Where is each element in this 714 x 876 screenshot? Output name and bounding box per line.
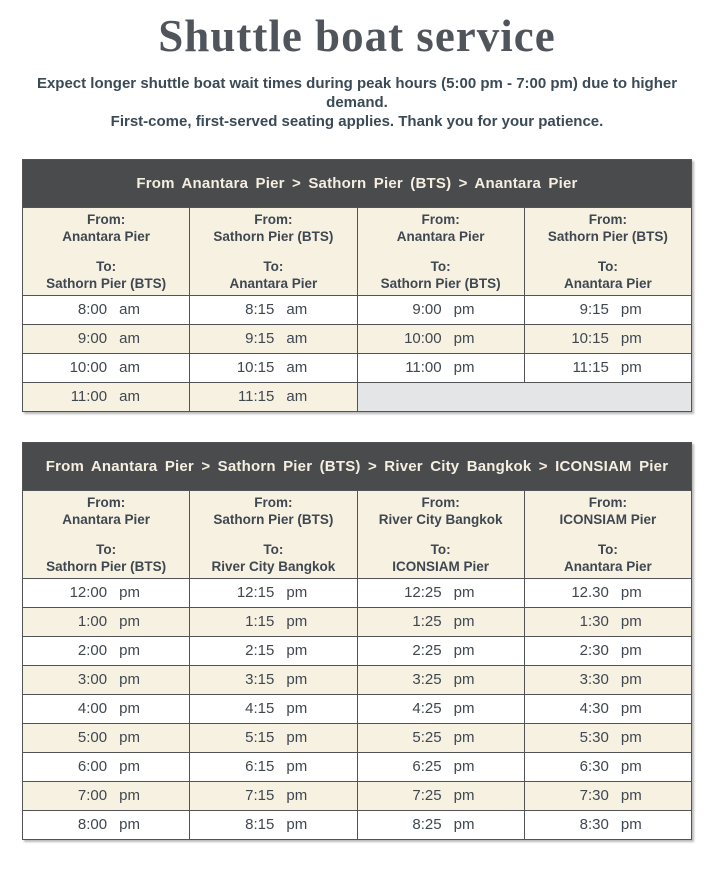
time-cell [190,781,357,810]
to-place: Sathorn Pier (BTS) [46,275,167,291]
time-value: 9:00 [77,330,108,347]
time-cell [190,382,357,411]
time-cell [524,578,691,607]
time-cell [190,607,357,636]
meridiem: pm [119,787,140,804]
meridiem: pm [119,729,140,746]
time-cell [357,295,524,324]
to-place: River City Bangkok [211,558,336,574]
from-label: From: [254,211,293,227]
route-header-row [23,442,692,490]
time-cell [23,324,190,353]
to-label: To: [263,541,284,557]
time-cell [23,723,190,752]
table-row [23,295,692,324]
meridiem: pm [620,816,642,833]
from-place: Sathorn Pier (BTS) [213,511,334,527]
time-value: 9:00 [412,301,442,318]
meridiem: pm [453,613,475,630]
time-value: 12.30 [571,584,609,601]
column-header-row [23,207,692,295]
empty-cell [357,382,692,411]
from-label: From: [87,494,126,510]
time-value: 11:00 [405,359,442,376]
meridiem: pm [620,787,642,804]
time-value: 2:15 [245,642,275,659]
time-cell [190,694,357,723]
time-value: 6:30 [579,758,609,775]
column-header [524,207,691,295]
time-value: 6:25 [412,758,442,775]
time-cell [524,295,691,324]
time-cell [190,752,357,781]
time-cell [23,382,190,411]
time-cell [357,636,524,665]
time-value: 12:00 [69,584,108,601]
route-header-row [23,159,692,207]
meridiem: pm [119,584,140,601]
from-place: River City Bangkok [378,511,503,527]
from-place: Sathorn Pier (BTS) [213,228,334,244]
to-place: Anantara Pier [563,275,652,291]
meridiem: pm [453,816,475,833]
time-value: 2:30 [579,642,609,659]
time-cell [190,353,357,382]
from-place: Anantara Pier [396,228,485,244]
route-header: From Anantara Pier > Sathorn Pier (BTS) > River City Bangkok > ICONSIAM Pier [23,442,692,490]
time-value: 3:30 [579,671,609,688]
meridiem: pm [286,700,308,717]
time-cell [190,295,357,324]
time-cell [524,665,691,694]
to-label: To: [430,541,451,557]
to-place: Anantara Pier [229,275,318,291]
time-value: 8:00 [77,301,108,318]
time-cell [23,295,190,324]
timetable [22,442,692,840]
time-value: 12:15 [236,584,275,601]
time-value: 5:25 [412,729,442,746]
table-row [23,324,692,353]
time-value: 9:15 [579,301,609,318]
page-title: Shuttle boat service [158,11,556,61]
time-cell [357,694,524,723]
time-cell [357,781,524,810]
to-label: To: [96,258,117,274]
meridiem: am [119,359,140,376]
table-row [23,578,692,607]
time-cell [357,353,524,382]
to-label: To: [263,258,284,274]
meridiem: pm [119,671,140,688]
time-cell [23,810,190,839]
notice-line-2: First-come, first-served seating applies. Thank you for your patience. [110,112,604,130]
to-label: To: [430,258,451,274]
time-cell [357,723,524,752]
meridiem: pm [119,613,140,630]
time-value: 3:00 [77,671,108,688]
time-cell [524,694,691,723]
from-place: Sathorn Pier (BTS) [547,228,668,244]
meridiem: pm [453,700,475,717]
time-value: 3:25 [412,671,442,688]
time-value: 8:25 [412,816,442,833]
meridiem: pm [620,584,642,601]
time-cell [190,324,357,353]
meridiem: am [119,388,140,405]
time-value: 12:25 [404,584,442,601]
time-value: 5:00 [77,729,108,746]
to-place: Sathorn Pier (BTS) [380,275,501,291]
meridiem: pm [620,758,642,775]
to-label: To: [597,258,618,274]
from-label: From: [254,494,293,510]
meridiem: am [119,330,140,347]
from-place: Anantara Pier [62,228,151,244]
meridiem: pm [286,671,308,688]
time-cell [524,607,691,636]
time-value: 10:00 [404,330,442,347]
time-cell [23,694,190,723]
meridiem: am [286,359,308,376]
time-value: 8:00 [77,816,108,833]
meridiem: am [286,301,308,318]
column-header [357,490,524,578]
table-row [23,353,692,382]
time-cell [524,752,691,781]
to-place: ICONSIAM Pier [392,558,490,574]
meridiem: pm [119,816,140,833]
time-value: 9:15 [245,330,275,347]
meridiem: pm [453,330,475,347]
column-header [23,207,190,295]
notice-line-1: Expect longer shuttle boat wait times during peak hours (5:00 pm - 7:00 pm) due to higher demand. [36,74,678,111]
time-cell [357,810,524,839]
time-cell [23,578,190,607]
column-header [524,490,691,578]
meridiem: pm [453,642,475,659]
time-cell [524,636,691,665]
column-header [357,207,524,295]
timetable-section-sathorn-loop [22,159,692,412]
time-value: 1:15 [245,613,275,630]
meridiem: pm [453,729,475,746]
meridiem: pm [119,758,140,775]
meridiem: pm [620,613,642,630]
from-place: ICONSIAM Pier [559,511,657,527]
time-cell [190,723,357,752]
meridiem: pm [453,787,475,804]
from-label: From: [421,211,460,227]
meridiem: pm [453,301,475,318]
time-value: 1:00 [77,613,108,630]
table-row [23,607,692,636]
column-header [190,207,357,295]
time-cell [524,781,691,810]
meridiem: pm [620,330,642,347]
time-cell [524,810,691,839]
column-header [190,490,357,578]
time-value: 8:15 [245,816,275,833]
time-cell [23,353,190,382]
meridiem: pm [286,642,308,659]
route-header: From Anantara Pier > Sathorn Pier (BTS) > Anantara Pier [23,159,692,207]
table-row [23,636,692,665]
meridiem: pm [620,301,642,318]
from-label: From: [588,211,627,227]
meridiem: pm [620,642,642,659]
meridiem: pm [453,671,475,688]
timetable-section-iconsiam-loop [22,442,692,840]
time-value: 6:15 [245,758,275,775]
table-row [23,752,692,781]
meridiem: pm [453,758,475,775]
time-cell [524,723,691,752]
time-cell [190,665,357,694]
time-cell [524,324,691,353]
time-value: 10:15 [571,330,609,347]
table-row [23,810,692,839]
time-value: 5:15 [245,729,275,746]
time-value: 8:30 [579,816,609,833]
meridiem: pm [286,584,308,601]
time-value: 11:15 [237,388,275,405]
time-cell [357,607,524,636]
time-value: 10:15 [236,359,275,376]
meridiem: pm [119,642,140,659]
time-value: 7:00 [77,787,108,804]
time-cell [357,578,524,607]
to-label: To: [597,541,618,557]
meridiem: am [119,301,140,318]
table-row [23,665,692,694]
meridiem: am [286,330,308,347]
meridiem: pm [119,700,140,717]
meridiem: pm [286,758,308,775]
meridiem: pm [286,613,308,630]
time-cell [23,752,190,781]
time-cell [190,810,357,839]
meridiem: pm [620,700,642,717]
time-cell [524,353,691,382]
from-label: From: [588,494,627,510]
to-label: To: [96,541,117,557]
time-cell [23,607,190,636]
time-value: 7:30 [579,787,609,804]
column-header-row [23,490,692,578]
time-cell [357,752,524,781]
time-value: 11:15 [572,359,609,376]
meridiem: pm [620,729,642,746]
meridiem: pm [453,584,475,601]
table-row [23,694,692,723]
meridiem: pm [453,359,475,376]
peak-hours-notice [10,74,704,131]
time-value: 6:00 [77,758,108,775]
time-cell [23,665,190,694]
time-value: 1:30 [579,613,609,630]
table-row [23,781,692,810]
time-cell [357,665,524,694]
time-value: 1:25 [412,613,442,630]
column-header [23,490,190,578]
to-place: Sathorn Pier (BTS) [46,558,167,574]
meridiem: pm [620,671,642,688]
time-value: 2:00 [77,642,108,659]
table-row [23,382,692,411]
time-value: 4:30 [579,700,609,717]
from-label: From: [421,494,460,510]
time-value: 11:00 [70,388,108,405]
time-value: 10:00 [69,359,108,376]
time-value: 3:15 [245,671,275,688]
time-value: 7:25 [412,787,442,804]
time-value: 2:25 [412,642,442,659]
time-value: 8:15 [245,301,275,318]
time-value: 5:30 [579,729,609,746]
from-place: Anantara Pier [62,511,151,527]
meridiem: pm [286,729,308,746]
time-value: 4:00 [77,700,108,717]
time-cell [23,781,190,810]
time-value: 4:15 [245,700,275,717]
to-place: Anantara Pier [563,558,652,574]
time-cell [23,636,190,665]
time-value: 7:15 [245,787,275,804]
meridiem: pm [620,359,642,376]
meridiem: am [286,388,308,405]
time-cell [190,578,357,607]
time-cell [190,636,357,665]
time-value: 4:25 [412,700,442,717]
timetable [22,159,692,412]
from-label: From: [87,211,126,227]
table-row [23,723,692,752]
meridiem: pm [286,787,308,804]
meridiem: pm [286,816,308,833]
time-cell [357,324,524,353]
